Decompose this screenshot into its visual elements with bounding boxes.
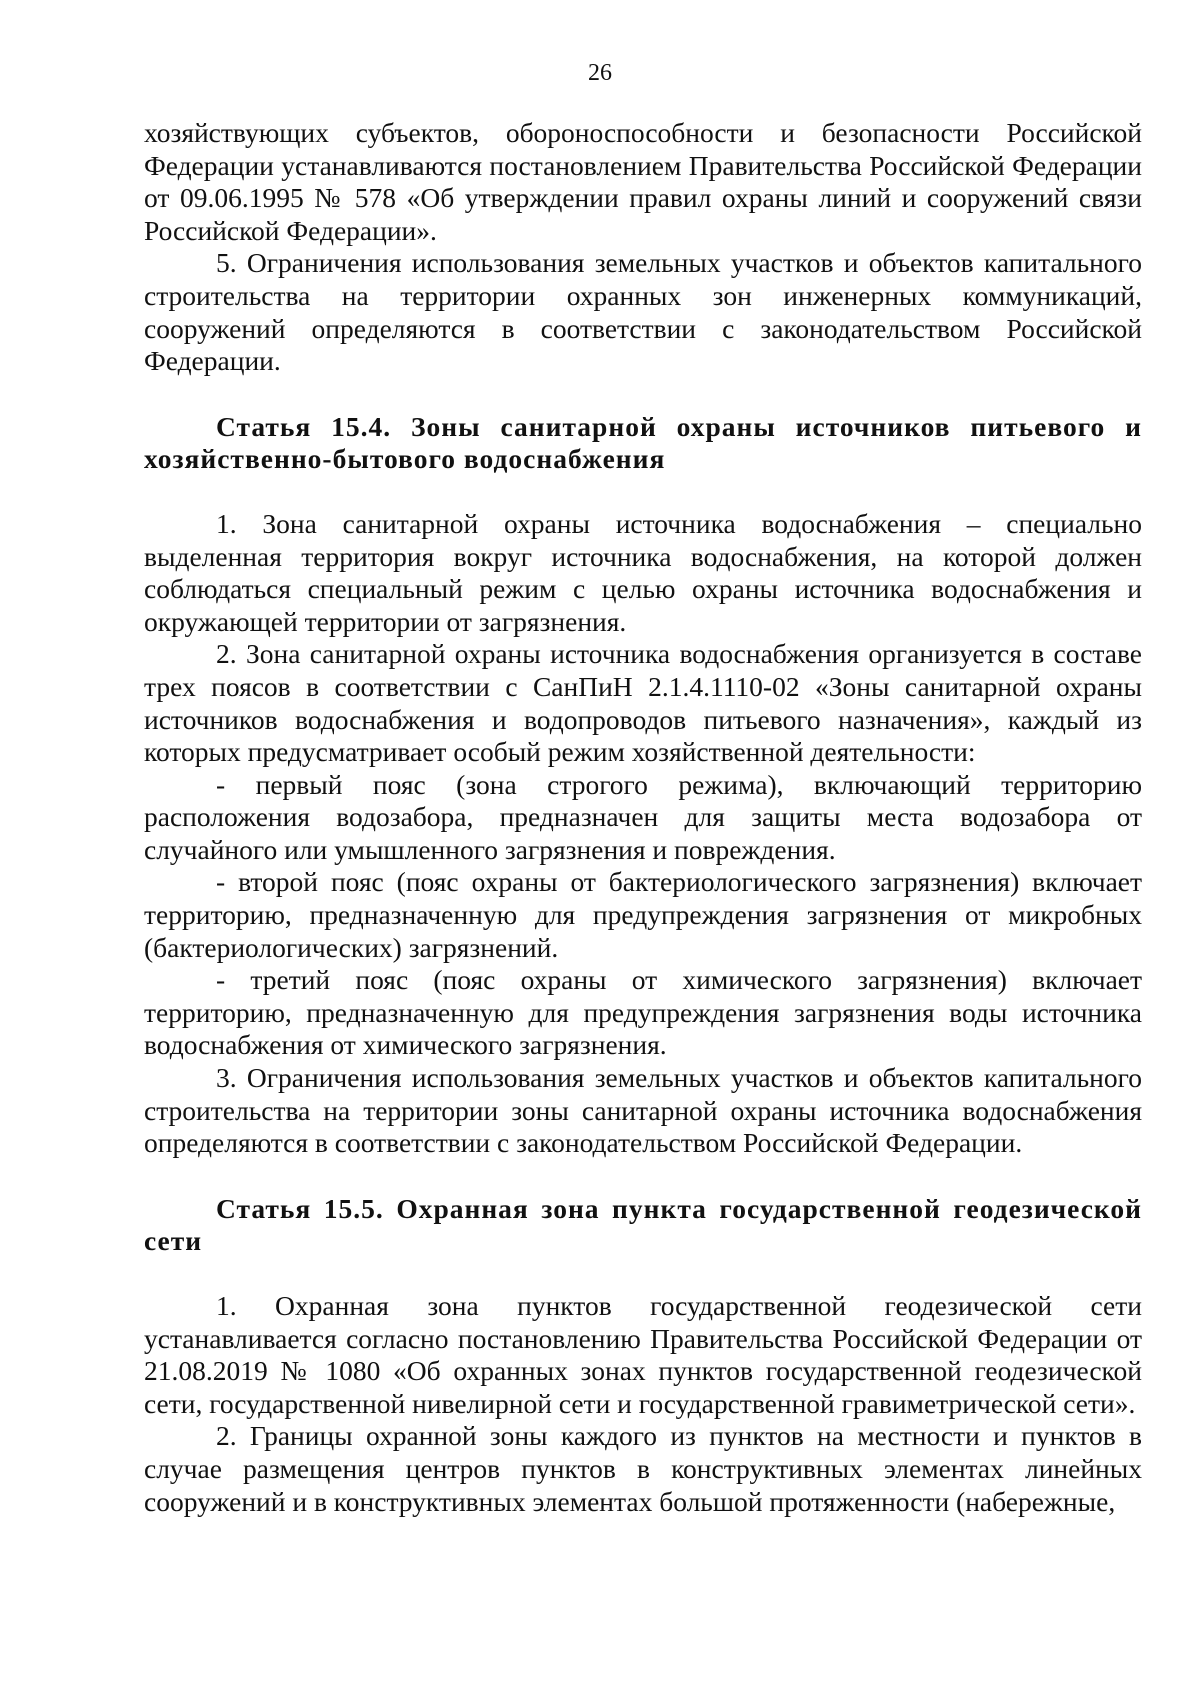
paragraph: хозяйствующих субъектов, обороноспособности и безопасности Российской Федерации устанавливаются постановлением Правительства Российской Федерации от 09.06.1995 № 578 «Об утверждении правил охраны линий и сооружений связи Российской Федерации». [144, 117, 1142, 246]
article-heading: Статья 15.5. Охранная зона пункта государственной геодезической сети [144, 1192, 1142, 1257]
page-number: 26 [588, 60, 612, 86]
document-body [144, 117, 1142, 1518]
list-item: - третий пояс (пояс охраны от химического загрязнения) включает территорию, предназначенную для предупреждения загрязнения воды источника водоснабжения от химического загрязнения. [144, 964, 1142, 1061]
spacer [144, 1258, 1142, 1290]
paragraph: 2. Зона санитарной охраны источника водоснабжения организуется в составе трех поясов в соответствии с СанПиН 2.1.4.1110-02 «Зоны санитарной охраны источников водоснабжения и водопроводов питьевого назначения», каждый из которых предусматривает особый режим хозяйственной деятельности: [144, 638, 1142, 768]
article-heading: Статья 15.4. Зоны санитарной охраны источников питьевого и хозяйственно-бытового водоснабжения [144, 410, 1142, 475]
list-item: - второй пояс (пояс охраны от бактериологического загрязнения) включает территорию, предназначенную для предупреждения загрязнения от микробных (бактериологических) загрязнений. [144, 866, 1142, 963]
spacer [144, 378, 1142, 411]
spacer [144, 1160, 1142, 1193]
paragraph: 1. Охранная зона пунктов государственной геодезической сети устанавливается согласно постановлению Правительства Российской Федерации от 21.08.2019 № 1080 «Об охранных зонах пунктов государственной геодезической сети, государственной нивелирной сети и государственной гравиметрической сети». [144, 1290, 1142, 1419]
paragraph: 2. Границы охранной зоны каждого из пунктов на местности и пунктов в случае размещения центров пунктов в конструктивных элементах линейных сооружений и в конструктивных элементах большой протяженности (набережные, [144, 1420, 1142, 1517]
spacer [144, 476, 1142, 508]
paragraph: 3. Ограничения использования земельных участков и объектов капитального строительства на территории зоны санитарной охраны источника водоснабжения определяются в соответствии с законодательством Российской Федерации. [144, 1062, 1142, 1159]
paragraph: 5. Ограничения использования земельных участков и объектов капитального строительства на территории охранных зон инженерных коммуникаций, сооружений определяются в соответствии с законодательством Российской Федерации. [144, 247, 1142, 377]
paragraph: 1. Зона санитарной охраны источника водоснабжения – специально выделенная территория вокруг источника водоснабжения, на которой должен соблюдаться специальный режим с целью охраны источника водоснабжения и окружающей территории от загрязнения. [144, 507, 1142, 637]
list-item: - первый пояс (зона строгого режима), включающий территорию расположения водозабора, предназначен для защиты места водозабора от случайного или умышленного загрязнения и повреждения. [144, 768, 1142, 865]
